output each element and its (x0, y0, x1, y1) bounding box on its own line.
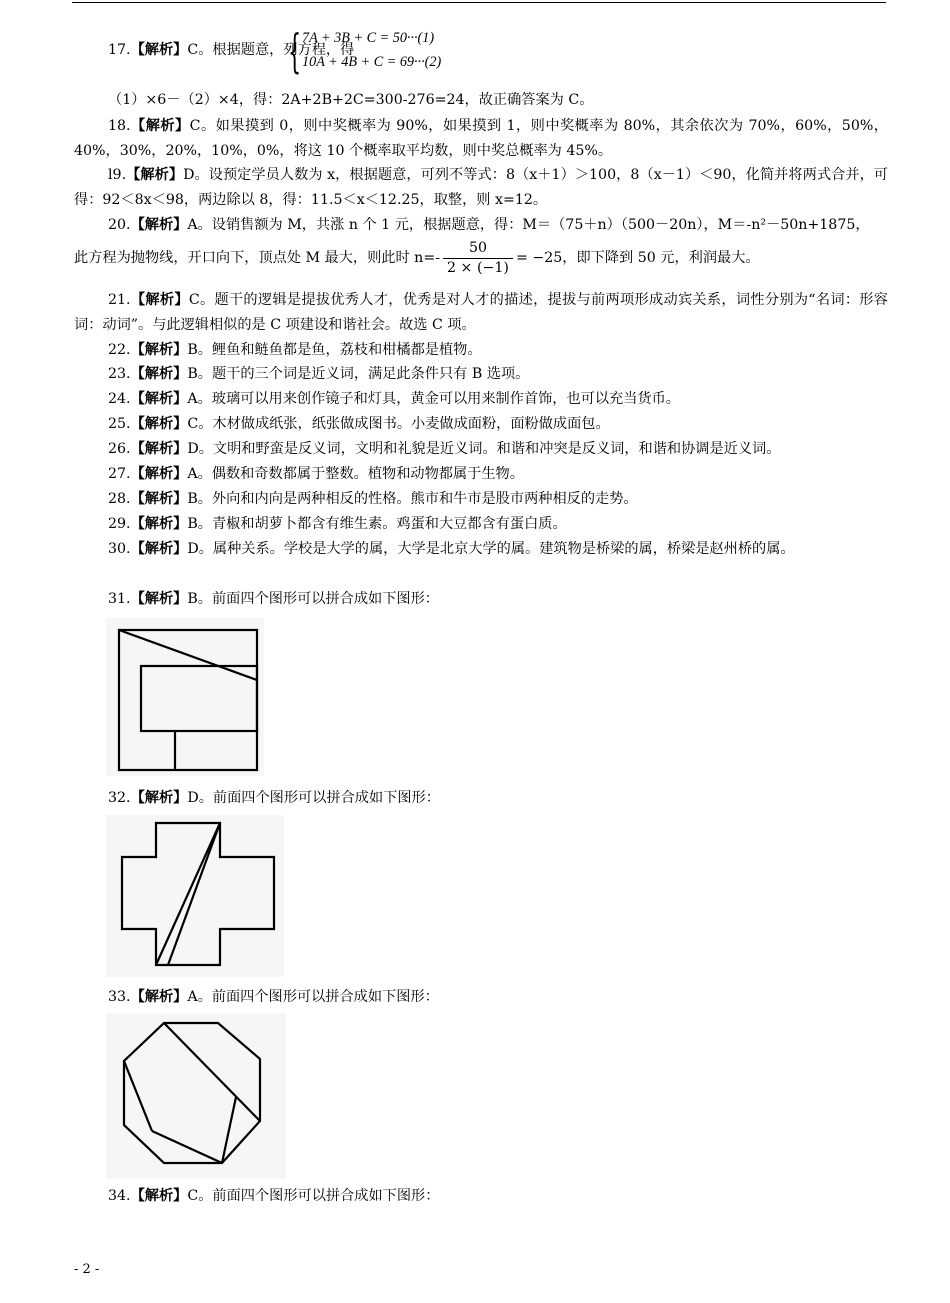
q29-paragraph (74, 512, 888, 537)
q32-diagonal-a (156, 823, 220, 965)
q27-paragraph (74, 462, 888, 487)
q17-label: 【解析】 (130, 42, 188, 58)
q24-paragraph (74, 387, 888, 412)
q20-paragraph (74, 213, 888, 238)
q17-continuation: （1）×6－（2）×4，得：2A+2B+2C=300-276=24，故正确答案为 C。 (108, 92, 594, 108)
q32-diagonal-b (168, 823, 220, 965)
q20-text: A。设销售额为 M，共涨 n 个 1 元，根据题意，得：M＝（75＋n）（500－20n），M＝-n²－50n+1875， (187, 217, 870, 233)
q24-text: A。玻璃可以用来创作镜子和灯具，黄金可以用来制作首饰，也可以充当货币。 (187, 391, 680, 407)
q32-label: 【解析】 (130, 790, 188, 806)
q17-lead-line (108, 38, 922, 63)
q31-outer-square (119, 630, 257, 770)
q33-text: A。前面四个图形可以拼合成如下图形： (187, 989, 439, 1005)
q20-number: 20. (108, 217, 131, 233)
q25-number: 25. (108, 416, 131, 432)
q32-cross-outline (122, 823, 274, 965)
q18-number: 18. (108, 118, 131, 134)
q31-figure (106, 618, 264, 776)
q20-continuation (74, 238, 888, 278)
q22-paragraph (74, 338, 888, 363)
q31-diagonal (119, 630, 257, 680)
q18-text: C。如果摸到 0，则中奖概率为 90%，如果摸到 1，则中奖概率为 80%，其余依次为 70%，60%，50%，40%，30%，20%，10%，0%，将这 10 个概率取平均数，则中奖总概率为 45%。 (74, 118, 888, 159)
q22-number: 22. (108, 342, 131, 358)
q20-fraction-denominator: 2 × (−1) (447, 259, 509, 276)
q29-number: 29. (108, 516, 131, 532)
q32-figure-svg (106, 815, 284, 977)
q20-label: 【解析】 (130, 217, 188, 233)
q25-paragraph (74, 412, 888, 437)
q22-label: 【解析】 (130, 342, 188, 358)
q34-number: 34. (108, 1188, 131, 1204)
q26-text: D。文明和野蛮是反义词，文明和礼貌是近义词。和谐和冲突是反义词，和谐和协调是近义词。 (187, 441, 781, 457)
q23-number: 23. (108, 366, 131, 382)
q28-text: B。外向和内向是两种相反的性格。熊市和牛市是股市两种相反的走势。 (187, 491, 638, 507)
q27-number: 27. (108, 466, 131, 482)
q18-label: 【解析】 (130, 118, 190, 134)
q23-label: 【解析】 (130, 366, 188, 382)
q33-chord-c (124, 1061, 152, 1131)
q23-paragraph (74, 362, 888, 387)
q25-label: 【解析】 (130, 416, 188, 432)
q17-equation-2: 10A + 4B + C = 69···(2) (302, 54, 442, 70)
q30-paragraph (74, 537, 888, 562)
q33-number: 33. (108, 989, 131, 1005)
q28-paragraph (74, 487, 888, 512)
q20-cont-post: = −25，即下降到 50 元，利润最大。 (515, 250, 760, 266)
q31-inner-rectangle (141, 666, 257, 731)
q33-paragraph (74, 985, 888, 1010)
q26-paragraph (74, 437, 888, 462)
q25-text: C。木材做成纸张，纸张做成图书。小麦做成面粉，面粉做成面包。 (187, 416, 610, 432)
equation-brace: { (288, 24, 302, 78)
q17-lead: C。根据题意，列方程，得 (187, 42, 355, 58)
q30-label: 【解析】 (130, 541, 188, 557)
q34-label: 【解析】 (130, 1188, 188, 1204)
q33-figure-svg (106, 1013, 286, 1179)
q20-fraction (443, 239, 513, 278)
q32-figure (106, 815, 284, 977)
q29-label: 【解析】 (130, 516, 188, 532)
q33-figure (106, 1013, 286, 1179)
q21-label: 【解析】 (130, 292, 189, 308)
q28-label: 【解析】 (130, 491, 188, 507)
q32-text: D。前面四个图形可以拼合成如下图形： (187, 790, 440, 806)
q33-octagon (124, 1023, 260, 1163)
q33-label: 【解析】 (130, 989, 188, 1005)
q32-paragraph (74, 786, 888, 811)
q19-label: 【解析】 (126, 167, 184, 183)
q28-number: 28. (108, 491, 131, 507)
q22-text: B。鲤鱼和鲢鱼都是鱼，荔枝和柑橘都是植物。 (187, 342, 482, 358)
q29-text: B。青椒和胡萝卜都含有维生素。鸡蛋和大豆都含有蛋白质。 (187, 516, 567, 532)
q17-number: 17. (108, 42, 131, 58)
q17-equation-1: 7A + 3B + C = 50···(1) (302, 30, 435, 46)
q32-number: 32. (108, 790, 131, 806)
q18-paragraph (74, 114, 888, 164)
q26-label: 【解析】 (130, 441, 188, 457)
header-rule (72, 2, 886, 3)
q33-chord-a (164, 1023, 260, 1121)
q21-paragraph (74, 288, 888, 338)
q23-text: B。题干的三个词是近义词，满足此条件只有 B 选项。 (187, 366, 530, 382)
q19-text: D。设预定学员人数为 x，根据题意，可列不等式：8（x＋1）＞100，8（x－1）＜90，化简并将两式合并，可得：92＜8x＜98，两边除以 8，得：11.5＜x＜12.25，取整，则 x=12。 (74, 167, 888, 208)
q21-text: C。题干的逻辑是提拔优秀人才，优秀是对人才的描述，提拔与前两项形成动宾关系，词性分别为“名词：形容词：动词”。与此逻辑相似的是 C 项建设和谐社会。故选 C 项。 (74, 292, 888, 333)
q26-number: 26. (108, 441, 131, 457)
page-number: - 2 - (74, 1262, 100, 1277)
q31-text: B。前面四个图形可以拼合成如下图形： (187, 591, 439, 607)
q20-fraction-numerator: 50 (443, 239, 513, 259)
q24-number: 24. (108, 391, 131, 407)
q19-number: l9. (108, 167, 127, 183)
q31-paragraph (74, 587, 888, 612)
q21-number: 21. (108, 292, 131, 308)
q30-number: 30. (108, 541, 131, 557)
q27-label: 【解析】 (130, 466, 188, 482)
q27-text: A。偶数和奇数都属于整数。植物和动物都属于生物。 (187, 466, 524, 482)
q30-text: D。属种关系。学校是大学的属，大学是北京大学的属。建筑物是桥梁的属，桥梁是赵州桥的属。 (187, 541, 795, 557)
q33-chord-d (222, 1097, 236, 1163)
q31-label: 【解析】 (130, 591, 188, 607)
q20-cont-pre: 此方程为抛物线，开口向下，顶点处 M 最大，则此时 n=- (74, 250, 441, 266)
q34-paragraph (74, 1184, 888, 1209)
q19-paragraph (74, 163, 888, 213)
q33-chord-b (152, 1131, 222, 1163)
q31-number: 31. (108, 591, 131, 607)
q31-figure-svg (106, 618, 264, 776)
q24-label: 【解析】 (130, 391, 188, 407)
q34-text: C。前面四个图形可以拼合成如下图形： (187, 1188, 440, 1204)
